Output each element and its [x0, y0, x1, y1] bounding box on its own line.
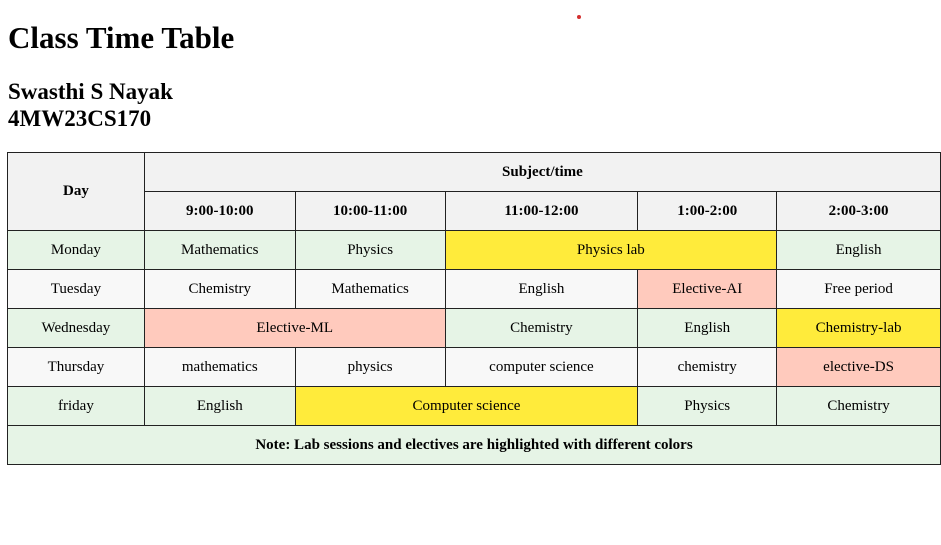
lab-cell: Computer science	[295, 387, 638, 426]
subject-cell: Free period	[777, 270, 941, 309]
timetable	[7, 152, 941, 465]
page-title: Class Time Table	[8, 20, 235, 55]
subject-cell: Physics	[638, 387, 777, 426]
note-text: Note: Lab sessions and electives are highlighted with different colors	[8, 426, 941, 465]
lab-cell: Physics lab	[445, 231, 777, 270]
subject-cell: English	[777, 231, 941, 270]
subject-cell: English	[144, 387, 295, 426]
table-row	[8, 231, 941, 270]
day-header: Day	[8, 153, 145, 231]
time-slot-header: 1:00-2:00	[638, 192, 777, 231]
subject-cell: English	[445, 270, 638, 309]
subject-cell: physics	[295, 348, 445, 387]
time-row	[8, 192, 941, 231]
subject-time-header: Subject/time	[144, 153, 940, 192]
subject-cell: English	[638, 309, 777, 348]
student-name: Swasthi S Nayak	[8, 79, 173, 104]
table-row	[8, 348, 941, 387]
student-usn: 4MW23CS170	[8, 106, 152, 131]
time-slot-header: 11:00-12:00	[445, 192, 638, 231]
time-slot-header: 9:00-10:00	[144, 192, 295, 231]
subject-cell: Chemistry	[144, 270, 295, 309]
day-cell: Thursday	[8, 348, 145, 387]
table-row	[8, 270, 941, 309]
red-dot-icon	[577, 15, 581, 19]
time-slot-header: 2:00-3:00	[777, 192, 941, 231]
day-cell: Tuesday	[8, 270, 145, 309]
day-cell: Monday	[8, 231, 145, 270]
note-row	[8, 426, 941, 465]
subject-cell: Mathematics	[295, 270, 445, 309]
table-row	[8, 387, 941, 426]
day-cell: friday	[8, 387, 145, 426]
time-slot-header: 10:00-11:00	[295, 192, 445, 231]
subject-cell: mathematics	[144, 348, 295, 387]
subject-cell: Physics	[295, 231, 445, 270]
subject-cell: Chemistry	[445, 309, 638, 348]
lab-cell: Chemistry-lab	[777, 309, 941, 348]
subject-cell: Mathematics	[144, 231, 295, 270]
day-cell: Wednesday	[8, 309, 145, 348]
subject-cell: Chemistry	[777, 387, 941, 426]
elective-cell: Elective-AI	[638, 270, 777, 309]
elective-cell: elective-DS	[777, 348, 941, 387]
subject-cell: chemistry	[638, 348, 777, 387]
student-info	[8, 78, 173, 132]
header-row	[8, 153, 941, 192]
table-row	[8, 309, 941, 348]
subject-cell: computer science	[445, 348, 638, 387]
elective-cell: Elective-ML	[144, 309, 445, 348]
